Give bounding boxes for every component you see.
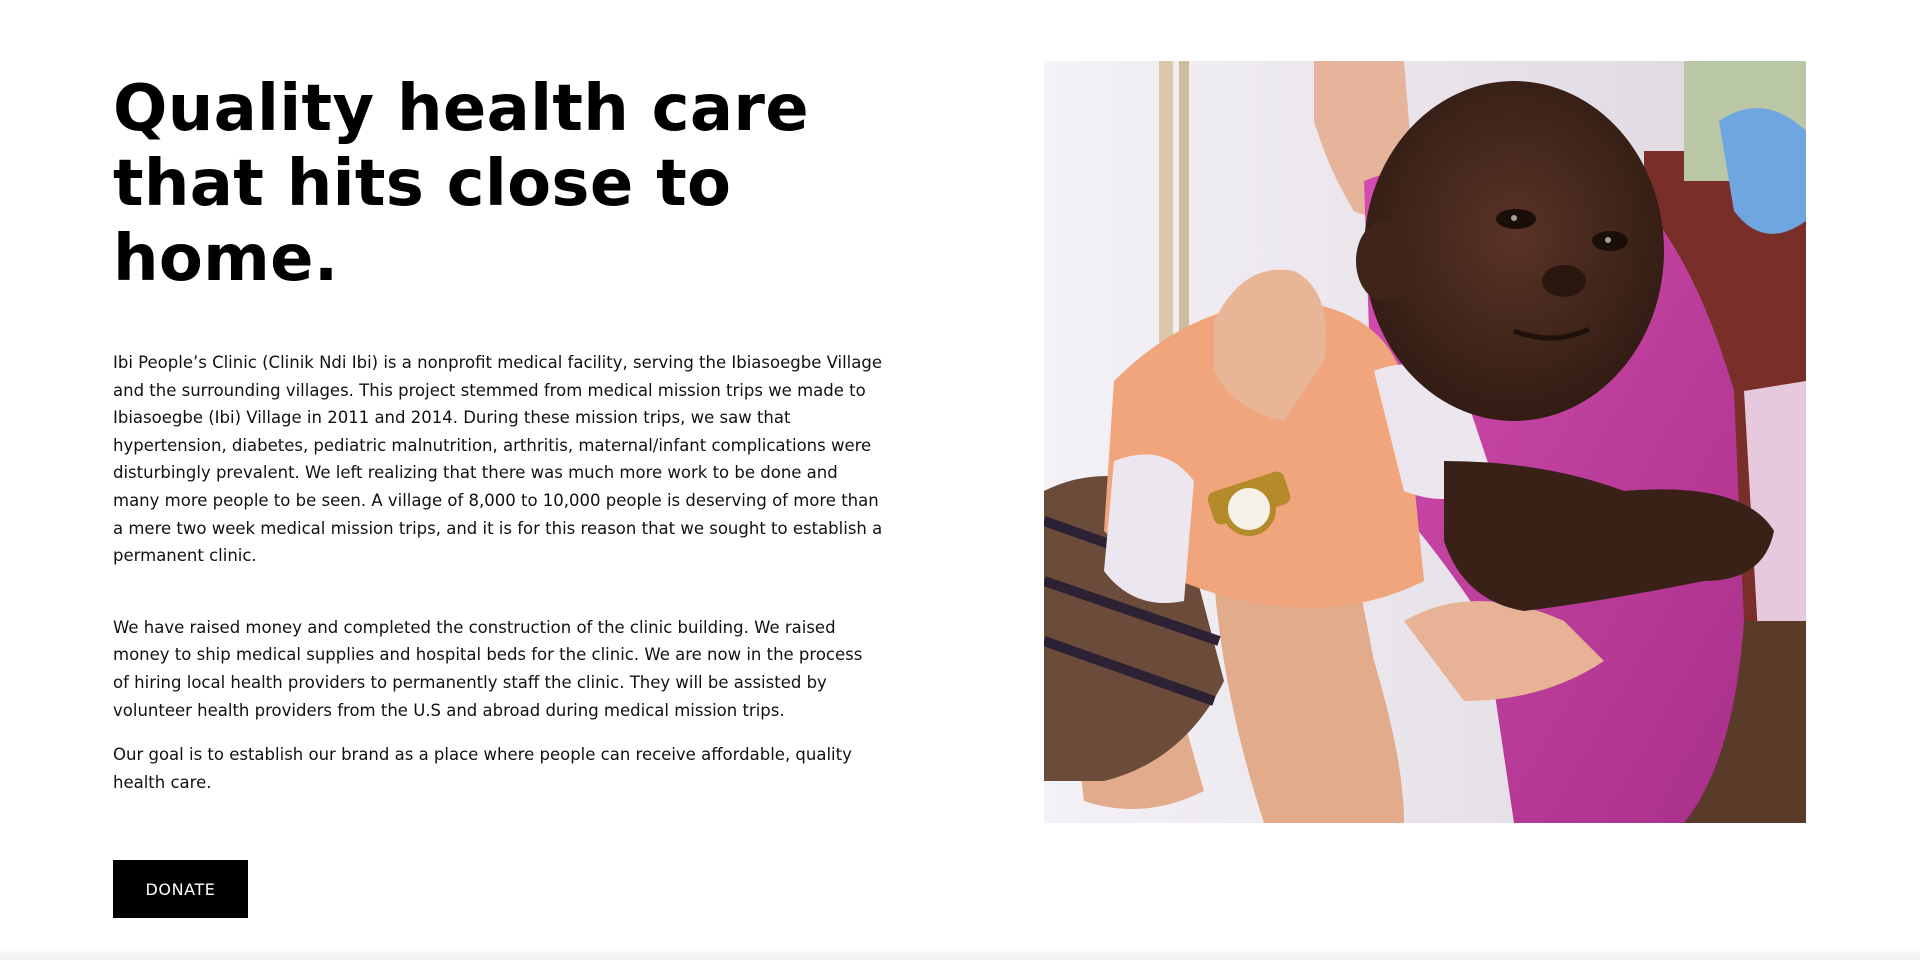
donate-button[interactable]: DONATE — [113, 860, 248, 918]
footer-edge-shadow — [0, 946, 1920, 960]
intro-paragraph-3: Our goal is to establish our brand as a place where people can receive affordable, quality health care. — [113, 745, 852, 792]
intro-body — [113, 349, 883, 796]
hero-photo — [1044, 61, 1806, 823]
page-title: Quality health care that hits close to home. — [113, 72, 809, 296]
photo-illustration — [1044, 61, 1806, 823]
intro-paragraph-2: We have raised money and completed the construction of the clinic building. We raised money to ship medical supplies and hospital beds for the clinic. We are now in the process of hiring local health providers to permanently staff the clinic. They will be assisted by volunteer health providers from the U.S and abroad during medical mission trips. — [113, 617, 863, 720]
intro-section — [113, 72, 883, 796]
intro-paragraph-1: Ibi People’s Clinic (Clinik Ndi Ibi) is a nonprofit medical facility, serving the Ibiasoegbe Village and the surrounding villages. This project stemmed from medical mission trips we made to Ibiasoegbe (Ibi) Village in 2011 and 2014. During these mission trips, we saw that hypertension, diabetes, pediatric malnutrition, arthritis, maternal/infant complications were disturbingly prevalent. We left realizing that there was much more work to be done and many more people to be seen. A village of 8,000 to 10,000 people is deserving of more than a mere two week medical mission trips, and it is for this reason that we sought to establish a permanent clinic. — [113, 353, 883, 566]
